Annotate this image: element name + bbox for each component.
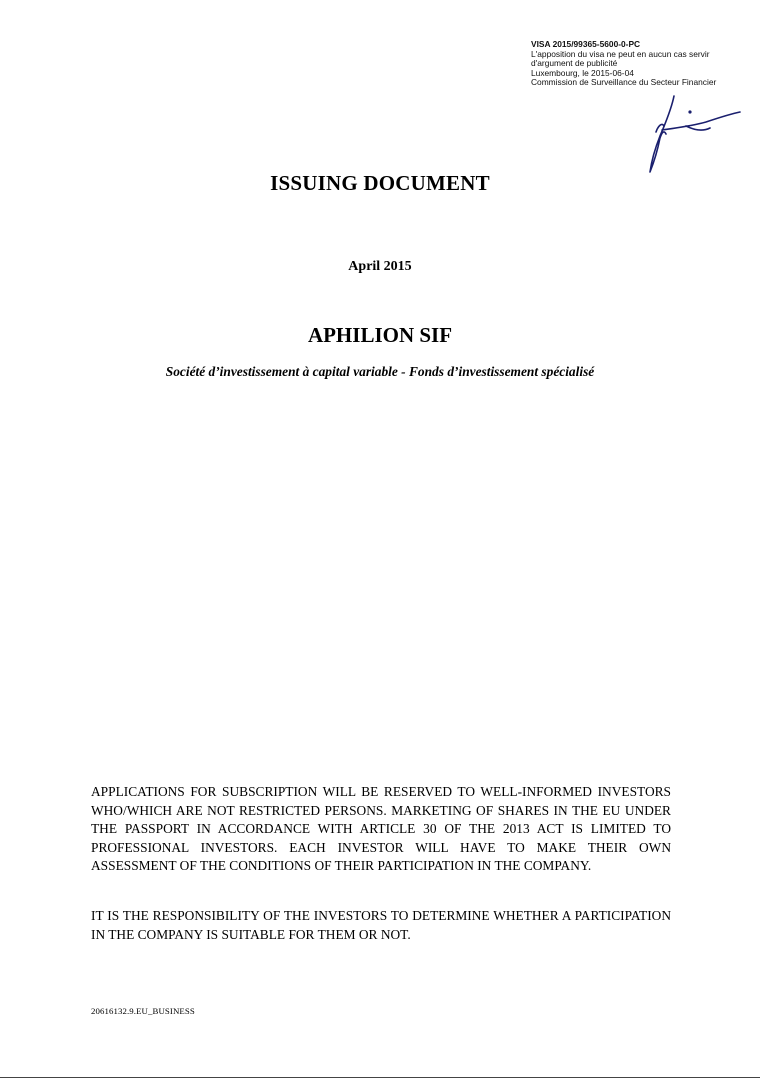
responsibility-notice: IT IS THE RESPONSIBILITY OF THE INVESTORS TO DETERMINE WHETHER A PARTICIPATION IN THE COMPANY IS SUITABLE FOR THEM OR NOT. xyxy=(91,908,671,942)
visa-line-4: Commission de Surveillance du Secteur Financier xyxy=(531,77,717,88)
visa-reference: VISA 2015/99365-5600-0-PC xyxy=(531,39,641,49)
visa-line-2: d'argument de publicité xyxy=(531,58,618,69)
visa-line-1: L'apposition du visa ne peut en aucun cas servir xyxy=(531,48,710,59)
fund-name: APHILION SIF xyxy=(307,323,453,347)
bottom-divider xyxy=(0,1077,760,1078)
subscription-notice: APPLICATIONS FOR SUBSCRIPTION WILL BE RESERVED TO WELL-INFORMED INVESTORS WHO/WHICH ARE NOT RESTRICTED PERSONS. MARKETING OF SHARES IN THE EU UNDER THE PASSPORT IN ACCORDANCE WITH ARTICLE 30 OF THE 2013 ACT IS LIMITED TO PROFESSIONAL INVESTORS. EACH INVESTOR WILL HAVE TO MAKE THEIR OWN ASSESSMENT OF THE CONDITIONS OF THEIR PARTICIPATION IN THE COMPANY. xyxy=(91,784,671,874)
visa-line-3: Luxembourg, le 2015-06-04 xyxy=(531,67,634,78)
footer-reference: 20616132.9.EU_BUSINESS xyxy=(91,1006,195,1016)
document-title: ISSUING DOCUMENT xyxy=(270,171,490,195)
handwritten-signature xyxy=(640,92,742,178)
document-date: April 2015 xyxy=(348,259,412,274)
fund-subtitle: Société d’investissement à capital variable - Fonds d’investissement spécialisé xyxy=(165,364,595,379)
visa-stamp xyxy=(531,40,756,88)
